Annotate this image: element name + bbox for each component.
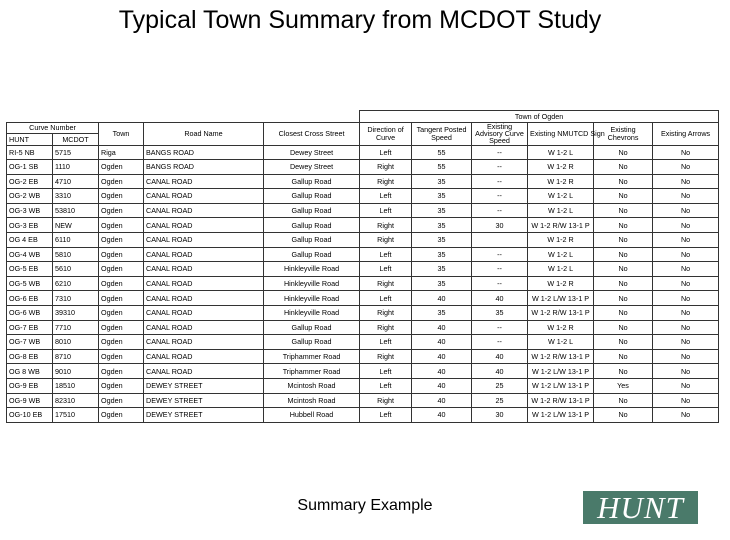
cell-road-name: DEWEY STREET — [144, 408, 264, 423]
cell-mcdot: 9010 — [53, 364, 99, 379]
cell-cross-street: Hinkleyville Road — [264, 306, 360, 321]
cell-sign: W 1-2 L/W 13-1 P — [528, 379, 594, 394]
cell-hunt: OG-7 WB — [7, 335, 53, 350]
cell-mcdot: 6210 — [53, 276, 99, 291]
column-header-row — [7, 122, 719, 134]
cell-hunt: OG-3 EB — [7, 218, 53, 233]
cell-sign: W 1-2 L/W 13-1 P — [528, 408, 594, 423]
table-row — [7, 408, 719, 423]
cell-town: Ogden — [99, 320, 144, 335]
cell-mcdot: NEW — [53, 218, 99, 233]
cell-town: Ogden — [99, 174, 144, 189]
cell-tangent-speed: 40 — [412, 320, 472, 335]
cell-arrows: No — [653, 233, 719, 248]
cell-tangent-speed: 40 — [412, 408, 472, 423]
table-row — [7, 203, 719, 218]
cell-chevrons: No — [594, 276, 653, 291]
table-row — [7, 291, 719, 306]
group-header: Town of Ogden — [360, 111, 719, 123]
cell-road-name: CANAL ROAD — [144, 306, 264, 321]
cell-cross-street: Gallup Road — [264, 233, 360, 248]
cell-tangent-speed: 40 — [412, 364, 472, 379]
cell-tangent-speed: 35 — [412, 262, 472, 277]
cell-chevrons: No — [594, 262, 653, 277]
table-row — [7, 364, 719, 379]
cell-advisory-speed: -- — [472, 247, 528, 262]
cell-mcdot: 7310 — [53, 291, 99, 306]
cell-hunt: OG-7 EB — [7, 320, 53, 335]
page-title: Typical Town Summary from MCDOT Study — [118, 6, 602, 34]
cell-direction: Right — [360, 276, 412, 291]
cell-mcdot: 53810 — [53, 203, 99, 218]
cell-road-name: CANAL ROAD — [144, 174, 264, 189]
cell-advisory-speed: -- — [472, 320, 528, 335]
cell-direction: Left — [360, 262, 412, 277]
cell-road-name: CANAL ROAD — [144, 276, 264, 291]
cell-cross-street: Dewey Street — [264, 145, 360, 160]
cell-hunt: OG 4 EB — [7, 233, 53, 248]
cell-town: Ogden — [99, 189, 144, 204]
logo-text: HUNT — [597, 490, 684, 525]
cell-town: Ogden — [99, 393, 144, 408]
table-row — [7, 276, 719, 291]
cell-sign: W 1-2 L/W 13-1 P — [528, 291, 594, 306]
cell-town: Ogden — [99, 306, 144, 321]
cell-tangent-speed: 35 — [412, 306, 472, 321]
cell-road-name: BANGS ROAD — [144, 145, 264, 160]
cell-tangent-speed: 35 — [412, 174, 472, 189]
curve-number-header: Curve Number — [7, 122, 99, 134]
cell-mcdot: 4710 — [53, 174, 99, 189]
cell-direction: Left — [360, 189, 412, 204]
cell-town: Ogden — [99, 247, 144, 262]
cell-arrows: No — [653, 349, 719, 364]
cell-tangent-speed: 35 — [412, 247, 472, 262]
cell-chevrons: No — [594, 393, 653, 408]
table-row — [7, 189, 719, 204]
cell-hunt: OG-1 SB — [7, 160, 53, 175]
cell-chevrons: No — [594, 160, 653, 175]
cell-tangent-speed: 35 — [412, 189, 472, 204]
table-row — [7, 247, 719, 262]
cell-town: Riga — [99, 145, 144, 160]
cell-town: Ogden — [99, 276, 144, 291]
mcdot-subheader: MCDOT — [53, 134, 99, 146]
cell-arrows: No — [653, 189, 719, 204]
cell-town: Ogden — [99, 408, 144, 423]
cell-direction: Left — [360, 203, 412, 218]
cell-cross-street: Gallup Road — [264, 320, 360, 335]
table-body — [7, 145, 719, 422]
group-header-row — [7, 111, 719, 123]
caption: Summary Example — [297, 497, 433, 514]
cell-sign: W 1-2 L — [528, 145, 594, 160]
cell-mcdot: 5610 — [53, 262, 99, 277]
summary-table — [6, 110, 719, 423]
cell-arrows: No — [653, 364, 719, 379]
cell-advisory-speed: -- — [472, 276, 528, 291]
col-sign-header: Existing NMUTCD Sign — [528, 122, 594, 145]
cell-chevrons: No — [594, 335, 653, 350]
cell-direction: Left — [360, 291, 412, 306]
cell-direction: Left — [360, 379, 412, 394]
cell-town: Ogden — [99, 335, 144, 350]
cell-cross-street: Mcintosh Road — [264, 379, 360, 394]
cell-advisory-speed: -- — [472, 160, 528, 175]
cell-road-name: CANAL ROAD — [144, 349, 264, 364]
cell-sign: W 1-2 R — [528, 320, 594, 335]
col-advisory-speed-header: Existing Advisory Curve Speed — [472, 122, 528, 145]
cell-chevrons: No — [594, 218, 653, 233]
cell-cross-street: Gallup Road — [264, 247, 360, 262]
cell-town: Ogden — [99, 203, 144, 218]
cell-mcdot: 5715 — [53, 145, 99, 160]
cell-town: Ogden — [99, 233, 144, 248]
cell-town: Ogden — [99, 379, 144, 394]
cell-direction: Left — [360, 247, 412, 262]
cell-mcdot: 82310 — [53, 393, 99, 408]
cell-advisory-speed: 40 — [472, 291, 528, 306]
cell-sign: W 1-2 L — [528, 203, 594, 218]
cell-advisory-speed: 25 — [472, 393, 528, 408]
cell-chevrons: No — [594, 174, 653, 189]
cell-sign: W 1-2 L — [528, 262, 594, 277]
cell-cross-street: Mcintosh Road — [264, 393, 360, 408]
cell-chevrons: No — [594, 349, 653, 364]
cell-tangent-speed: 40 — [412, 335, 472, 350]
table-row — [7, 233, 719, 248]
cell-cross-street: Triphammer Road — [264, 364, 360, 379]
cell-advisory-speed: -- — [472, 262, 528, 277]
table-row — [7, 160, 719, 175]
cell-road-name: CANAL ROAD — [144, 218, 264, 233]
cell-sign: W 1-2 L — [528, 247, 594, 262]
cell-direction: Left — [360, 408, 412, 423]
cell-mcdot: 39310 — [53, 306, 99, 321]
cell-mcdot: 3310 — [53, 189, 99, 204]
cell-arrows: No — [653, 262, 719, 277]
cell-chevrons: No — [594, 145, 653, 160]
cell-direction: Right — [360, 306, 412, 321]
cell-direction: Right — [360, 233, 412, 248]
cell-road-name: CANAL ROAD — [144, 233, 264, 248]
cell-hunt: OG-4 WB — [7, 247, 53, 262]
table-row — [7, 145, 719, 160]
cell-cross-street: Dewey Street — [264, 160, 360, 175]
cell-cross-street: Hubbell Road — [264, 408, 360, 423]
col-direction-header: Direction of Curve — [360, 122, 412, 145]
cell-advisory-speed: 25 — [472, 379, 528, 394]
cell-hunt: OG-3 WB — [7, 203, 53, 218]
cell-tangent-speed: 35 — [412, 203, 472, 218]
cell-mcdot: 8710 — [53, 349, 99, 364]
cell-advisory-speed: -- — [472, 189, 528, 204]
cell-hunt: OG-9 EB — [7, 379, 53, 394]
cell-advisory-speed: -- — [472, 145, 528, 160]
table-row — [7, 379, 719, 394]
cell-road-name: CANAL ROAD — [144, 335, 264, 350]
cell-mcdot: 5810 — [53, 247, 99, 262]
cell-chevrons: No — [594, 233, 653, 248]
col-arrows-header: Existing Arrows — [653, 122, 719, 145]
cell-arrows: No — [653, 247, 719, 262]
cell-advisory-speed: 30 — [472, 218, 528, 233]
cell-chevrons: Yes — [594, 379, 653, 394]
cell-hunt: OG-10 EB — [7, 408, 53, 423]
table-row — [7, 262, 719, 277]
cell-arrows: No — [653, 203, 719, 218]
cell-mcdot: 6110 — [53, 233, 99, 248]
cell-advisory-speed: 40 — [472, 364, 528, 379]
cell-sign: W 1-2 R — [528, 276, 594, 291]
cell-arrows: No — [653, 145, 719, 160]
cell-hunt: OG-5 WB — [7, 276, 53, 291]
cell-road-name: CANAL ROAD — [144, 203, 264, 218]
cell-sign: W 1-2 R/W 13-1 P — [528, 393, 594, 408]
cell-chevrons: No — [594, 364, 653, 379]
cell-advisory-speed: 40 — [472, 349, 528, 364]
hunt-logo — [583, 491, 698, 524]
cell-hunt: OG-2 EB — [7, 174, 53, 189]
cell-cross-street: Gallup Road — [264, 174, 360, 189]
cell-cross-street: Hinkleyville Road — [264, 276, 360, 291]
cell-direction: Right — [360, 160, 412, 175]
cell-town: Ogden — [99, 160, 144, 175]
cell-direction: Right — [360, 174, 412, 189]
cell-arrows: No — [653, 276, 719, 291]
cell-tangent-speed: 35 — [412, 218, 472, 233]
cell-arrows: No — [653, 174, 719, 189]
cell-arrows: No — [653, 335, 719, 350]
table-row — [7, 174, 719, 189]
cell-direction: Left — [360, 335, 412, 350]
cell-arrows: No — [653, 291, 719, 306]
cell-sign: W 1-2 R — [528, 233, 594, 248]
cell-hunt: OG-2 WB — [7, 189, 53, 204]
col-chevrons-header: Existing Chevrons — [594, 122, 653, 145]
cell-arrows: No — [653, 218, 719, 233]
cell-sign: W 1-2 R/W 13-1 P — [528, 306, 594, 321]
cell-tangent-speed: 35 — [412, 276, 472, 291]
cell-road-name: CANAL ROAD — [144, 189, 264, 204]
table-row — [7, 320, 719, 335]
cell-direction: Left — [360, 364, 412, 379]
cell-chevrons: No — [594, 291, 653, 306]
cell-road-name: CANAL ROAD — [144, 320, 264, 335]
cell-cross-street: Gallup Road — [264, 189, 360, 204]
cell-mcdot: 7710 — [53, 320, 99, 335]
cell-hunt: OG-6 EB — [7, 291, 53, 306]
cell-arrows: No — [653, 160, 719, 175]
cell-road-name: DEWEY STREET — [144, 379, 264, 394]
table-row — [7, 218, 719, 233]
cell-advisory-speed: 30 — [472, 408, 528, 423]
cell-direction: Left — [360, 145, 412, 160]
cell-tangent-speed: 40 — [412, 393, 472, 408]
cell-hunt: OG-8 EB — [7, 349, 53, 364]
col-road-name-header: Road Name — [144, 122, 264, 145]
cell-advisory-speed: -- — [472, 335, 528, 350]
cell-arrows: No — [653, 408, 719, 423]
cell-road-name: CANAL ROAD — [144, 291, 264, 306]
cell-cross-street: Hinkleyville Road — [264, 291, 360, 306]
cell-sign: W 1-2 L/W 13-1 P — [528, 364, 594, 379]
cell-tangent-speed: 35 — [412, 233, 472, 248]
hunt-subheader: HUNT — [7, 134, 53, 146]
cell-mcdot: 18510 — [53, 379, 99, 394]
cell-town: Ogden — [99, 349, 144, 364]
cell-advisory-speed — [472, 233, 528, 248]
cell-hunt: RI-5 NB — [7, 145, 53, 160]
cell-chevrons: No — [594, 320, 653, 335]
cell-town: Ogden — [99, 218, 144, 233]
cell-mcdot: 17510 — [53, 408, 99, 423]
cell-town: Ogden — [99, 291, 144, 306]
cell-hunt: OG 8 WB — [7, 364, 53, 379]
cell-direction: Right — [360, 218, 412, 233]
cell-tangent-speed: 40 — [412, 379, 472, 394]
cell-cross-street: Hinkleyville Road — [264, 262, 360, 277]
cell-advisory-speed: -- — [472, 203, 528, 218]
cell-chevrons: No — [594, 408, 653, 423]
cell-mcdot: 8010 — [53, 335, 99, 350]
cell-cross-street: Gallup Road — [264, 335, 360, 350]
cell-cross-street: Gallup Road — [264, 203, 360, 218]
cell-hunt: OG-9 WB — [7, 393, 53, 408]
cell-hunt: OG-5 EB — [7, 262, 53, 277]
cell-sign: W 1-2 R — [528, 160, 594, 175]
cell-sign: W 1-2 L — [528, 189, 594, 204]
cell-chevrons: No — [594, 306, 653, 321]
table-row — [7, 393, 719, 408]
cell-road-name: CANAL ROAD — [144, 247, 264, 262]
cell-town: Ogden — [99, 364, 144, 379]
cell-sign: W 1-2 R — [528, 174, 594, 189]
cell-arrows: No — [653, 379, 719, 394]
cell-arrows: No — [653, 393, 719, 408]
cell-chevrons: No — [594, 203, 653, 218]
table-row — [7, 335, 719, 350]
cell-tangent-speed: 40 — [412, 291, 472, 306]
cell-cross-street: Gallup Road — [264, 218, 360, 233]
cell-tangent-speed: 40 — [412, 349, 472, 364]
col-cross-street-header: Closest Cross Street — [264, 122, 360, 145]
col-tangent-speed-header: Tangent Posted Speed — [412, 122, 472, 145]
cell-road-name: DEWEY STREET — [144, 393, 264, 408]
col-town-header: Town — [99, 122, 144, 145]
cell-road-name: CANAL ROAD — [144, 364, 264, 379]
cell-arrows: No — [653, 306, 719, 321]
cell-direction: Right — [360, 320, 412, 335]
cell-road-name: CANAL ROAD — [144, 262, 264, 277]
cell-road-name: BANGS ROAD — [144, 160, 264, 175]
cell-sign: W 1-2 L — [528, 335, 594, 350]
cell-chevrons: No — [594, 247, 653, 262]
cell-mcdot: 1110 — [53, 160, 99, 175]
table-row — [7, 306, 719, 321]
cell-tangent-speed: 55 — [412, 145, 472, 160]
cell-cross-street: Triphammer Road — [264, 349, 360, 364]
cell-tangent-speed: 55 — [412, 160, 472, 175]
cell-arrows: No — [653, 320, 719, 335]
cell-direction: Right — [360, 393, 412, 408]
cell-direction: Right — [360, 349, 412, 364]
cell-hunt: OG-6 WB — [7, 306, 53, 321]
table-row — [7, 349, 719, 364]
cell-advisory-speed: -- — [472, 174, 528, 189]
cell-sign: W 1-2 R/W 13-1 P — [528, 349, 594, 364]
summary-table-container — [6, 110, 718, 436]
cell-town: Ogden — [99, 262, 144, 277]
cell-sign: W 1-2 R/W 13-1 P — [528, 218, 594, 233]
cell-chevrons: No — [594, 189, 653, 204]
cell-advisory-speed: 35 — [472, 306, 528, 321]
